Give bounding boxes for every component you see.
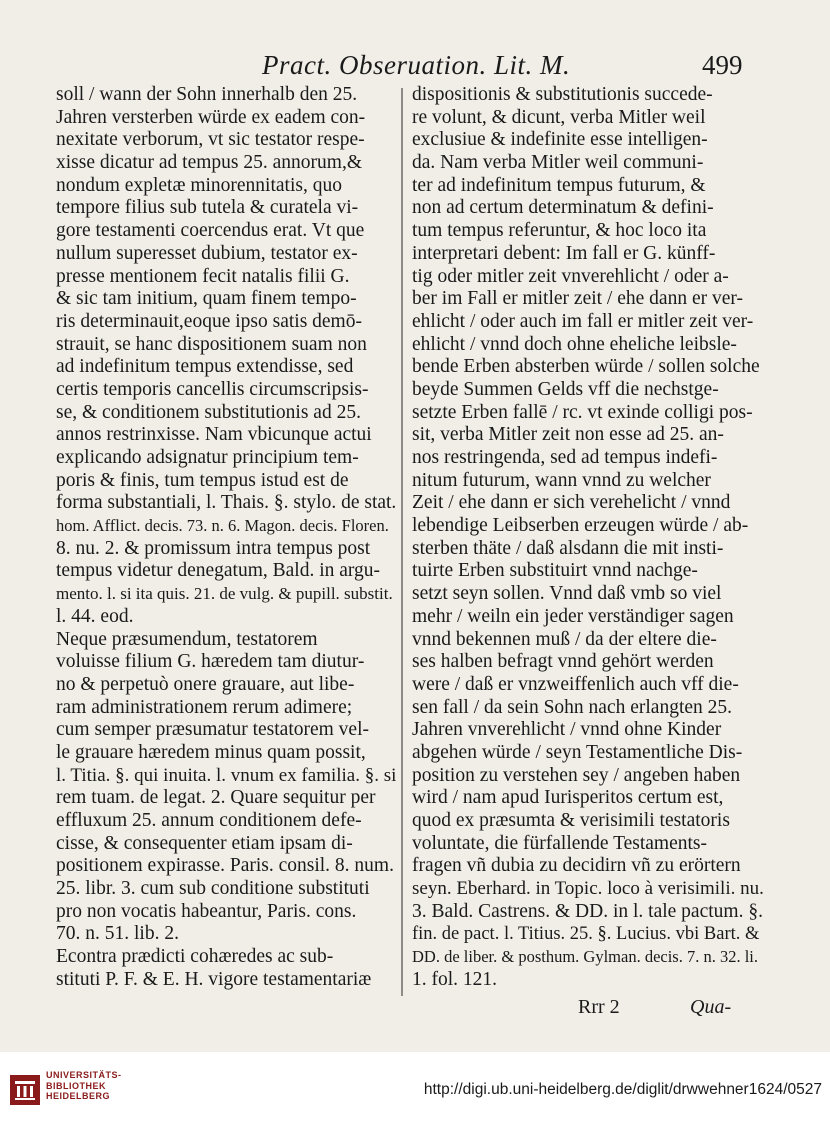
text-line: se, & conditionem substitutionis ad 25.	[56, 401, 361, 423]
text-line: no & perpetuò onere grauare, aut libe-	[56, 673, 355, 695]
text-line: mehr / weiln ein jeder verständiger sagen	[412, 605, 734, 627]
running-head: Pract. Obseruation. Lit. M.	[262, 50, 571, 80]
text-line: voluisse filium G. hæredem tam diutur-	[56, 651, 365, 673]
library-logo-icon[interactable]	[10, 1075, 40, 1109]
text-line: explicando adsignatur principium tem-	[56, 447, 359, 468]
text-line: dispositionis & substitutionis succede-	[412, 84, 713, 105]
text-line: interpretari debent: Im fall er G. künff-	[412, 242, 716, 264]
text-line: Neque præsumendum, testatorem	[56, 628, 318, 650]
text-line: & sic tam initium, quam finem tempo-	[56, 288, 357, 310]
text-line: nitum futurum, wann vnnd zu welcher	[412, 469, 711, 491]
text-line: hom. Afflict. decis. 73. n. 6. Magon. decis. Floren.	[56, 516, 389, 536]
text-line: seyn. Eberhard. in Topic. loco à verisimili. nu.	[412, 878, 764, 900]
text-line: DD. de liber. & posthum. Gylman. decis. 7. n. 32. li.	[412, 947, 759, 967]
text-line: were / daß er vnzweiffenlich auch vff die-	[412, 673, 739, 695]
signature-mark: Rrr 2	[578, 996, 620, 1018]
library-logo-text	[46, 1070, 122, 1102]
text-line: cum semper præsumatur testatorem vel-	[56, 719, 369, 741]
text-line: beyde Summen Gelds vff die nechstge-	[412, 378, 719, 400]
text-line: nos restringenda, sed ad tempus indefi-	[412, 447, 718, 468]
text-line: nexitate verborum, vt sic testator respe-	[56, 129, 365, 151]
permalink-url[interactable]: http://digi.ub.uni-heidelberg.de/diglit/drwwehner1624/0527	[423, 1081, 822, 1098]
text-line: poris & finis, tum tempus istud est de	[56, 469, 349, 491]
text-line: stituti P. F. & E. H. vigore testamentariæ	[56, 968, 372, 990]
text-line: nondum expletæ minorennitatis, quo	[56, 174, 342, 196]
text-line: ris determinauit,eoque ipso satis demō-	[56, 310, 362, 332]
text-line: presse mentionem fecit natalis filii G.	[56, 265, 350, 287]
text-line: l. 44. eod.	[56, 605, 134, 627]
text-line: rem tuam. de legat. 2. Quare sequitur per	[56, 787, 376, 809]
text-line: Jahren vnverehlicht / vnnd ohne Kinder	[412, 719, 722, 741]
text-line: gore testamenti coercendus erat. Vt que	[56, 220, 365, 242]
text-line: vnnd bekennen muß / da der eltere die-	[412, 628, 717, 650]
text-line: nullum superesset dubium, testator ex-	[56, 242, 358, 264]
text-line: Jahren versterben würde ex eadem con-	[56, 106, 366, 128]
text-line: sterben thäte / daß alsdann die mit insti-	[412, 537, 724, 559]
text-line: 25. libr. 3. cum sub conditione substituti	[56, 878, 370, 900]
text-line: le grauare hæredem minus quam possit,	[56, 741, 366, 763]
text-line: certis temporis cancellis circumscripsis-	[56, 378, 369, 400]
text-line: mento. l. si ita quis. 21. de vulg. & pupill. substit.	[56, 584, 393, 604]
page-header	[0, 46, 830, 86]
text-line: fin. de pact. l. Titius. 25. §. Lucius. vbi Bart. &	[412, 924, 760, 945]
text-line: cisse, & consequenter etiam ipsam di-	[56, 832, 353, 854]
text-line: lebendige Leibserben erzeugen würde / ab-	[412, 515, 749, 537]
text-line: positionem expirasse. Paris. consil. 8. num.	[56, 855, 394, 877]
text-line: annos restrinxisse. Nam vbicunque actui	[56, 424, 372, 446]
text-line: wird / nam apud Iurisperitos certum est,	[412, 787, 724, 809]
text-line: ter ad indefinitum tempus futurum, &	[412, 174, 706, 196]
text-line: ber im Fall er mitler zeit / ehe dann er ver-	[412, 288, 743, 310]
text-line: da. Nam verba Mitler weil communi-	[412, 152, 704, 174]
text-line: pro non vocatis habeantur, Paris. cons.	[56, 900, 357, 922]
text-line: 70. n. 51. lib. 2.	[56, 923, 179, 945]
left-text-column	[56, 84, 396, 992]
text-line: soll / wann der Sohn innerhalb den 25.	[56, 84, 358, 105]
catchword: Qua-	[690, 996, 732, 1018]
text-line: Zeit / ehe dann er sich verehelicht / vnnd	[412, 492, 731, 514]
text-line: fragen vñ dubia zu decidirn vñ zu erörtern	[412, 855, 741, 877]
text-line: ram administrationem rerum adimere;	[56, 696, 353, 718]
text-line: 3. Bald. Castrens. & DD. in l. tale pactum. §.	[412, 900, 763, 922]
page-footer	[578, 996, 778, 1032]
text-line: abgehen würde / seyn Testamentliche Dis-	[412, 741, 743, 763]
column-divider	[401, 88, 403, 996]
text-line: ad indefinitum tempus extendisse, sed	[56, 356, 354, 378]
text-line: quod ex præsumta & verisimili testatoris	[412, 810, 730, 831]
text-line: ses halben befragt vnnd gehört werden	[412, 651, 714, 673]
text-line: re volunt, & dicunt, verba Mitler weil	[412, 106, 706, 128]
text-line: sen fall / da sein Sohn nach erlangten 25.	[412, 696, 733, 718]
text-line: sit, verba Mitler zeit non esse ad 25. an-	[412, 424, 724, 446]
text-line: 1. fol. 121.	[412, 968, 498, 990]
text-line: tempore filius sub tutela & curatela vi-	[56, 197, 359, 219]
text-line: exclusiue & indefinite esse intelligen-	[412, 129, 708, 151]
text-line: Econtra prædicti cohæredes ac sub-	[56, 946, 334, 968]
text-line: voluntate, die fürfallende Testaments-	[412, 832, 708, 854]
logo-line: BIBLIOTHEK	[46, 1080, 106, 1091]
text-line: strauit, se hanc dispositionem suam non	[56, 333, 367, 355]
logo-line: HEIDELBERG	[46, 1091, 111, 1101]
text-line: 8. nu. 2. & promissum intra tempus post	[56, 537, 371, 559]
text-line: bende Erben absterben würde / sollen solche	[412, 356, 760, 378]
text-line: tig oder mitler zeit vnverehlicht / oder a-	[412, 265, 729, 287]
right-text-column	[412, 84, 764, 992]
logo-line: UNIVERSITÄTS-	[46, 1070, 122, 1080]
text-line: non ad certum determinatum & defini-	[412, 197, 714, 219]
text-line: tuirte Erben substituirt vnnd nachge-	[412, 560, 698, 582]
text-line: tempus videtur denegatum, Bald. in argu-	[56, 560, 381, 582]
text-line: ehlicht / vnnd doch ohne eheliche leibsle-	[412, 333, 737, 355]
text-line: setzt seyn sollen. Vnnd daß vmb so viel	[412, 583, 722, 605]
text-line: l. Titia. §. qui inuita. l. vnum ex familia. §. si	[56, 764, 396, 786]
text-line: tum tempus referuntur, & hoc loco ita	[412, 220, 707, 242]
page-number: 499	[702, 50, 743, 80]
text-line: xisse dicatur ad tempus 25. annorum,&	[56, 152, 362, 174]
text-line: ehlicht / oder auch im fall er mitler zeit ver-	[412, 310, 754, 332]
text-line: effluxum 25. annum conditionem defe-	[56, 810, 362, 831]
text-line: forma substantiali, l. Thais. §. stylo. de stat.	[56, 492, 396, 514]
text-line: setzte Erben fallē / rc. vt exinde colligi pos-	[412, 401, 753, 423]
text-line: position zu verstehen sey / angeben haben	[412, 764, 741, 786]
